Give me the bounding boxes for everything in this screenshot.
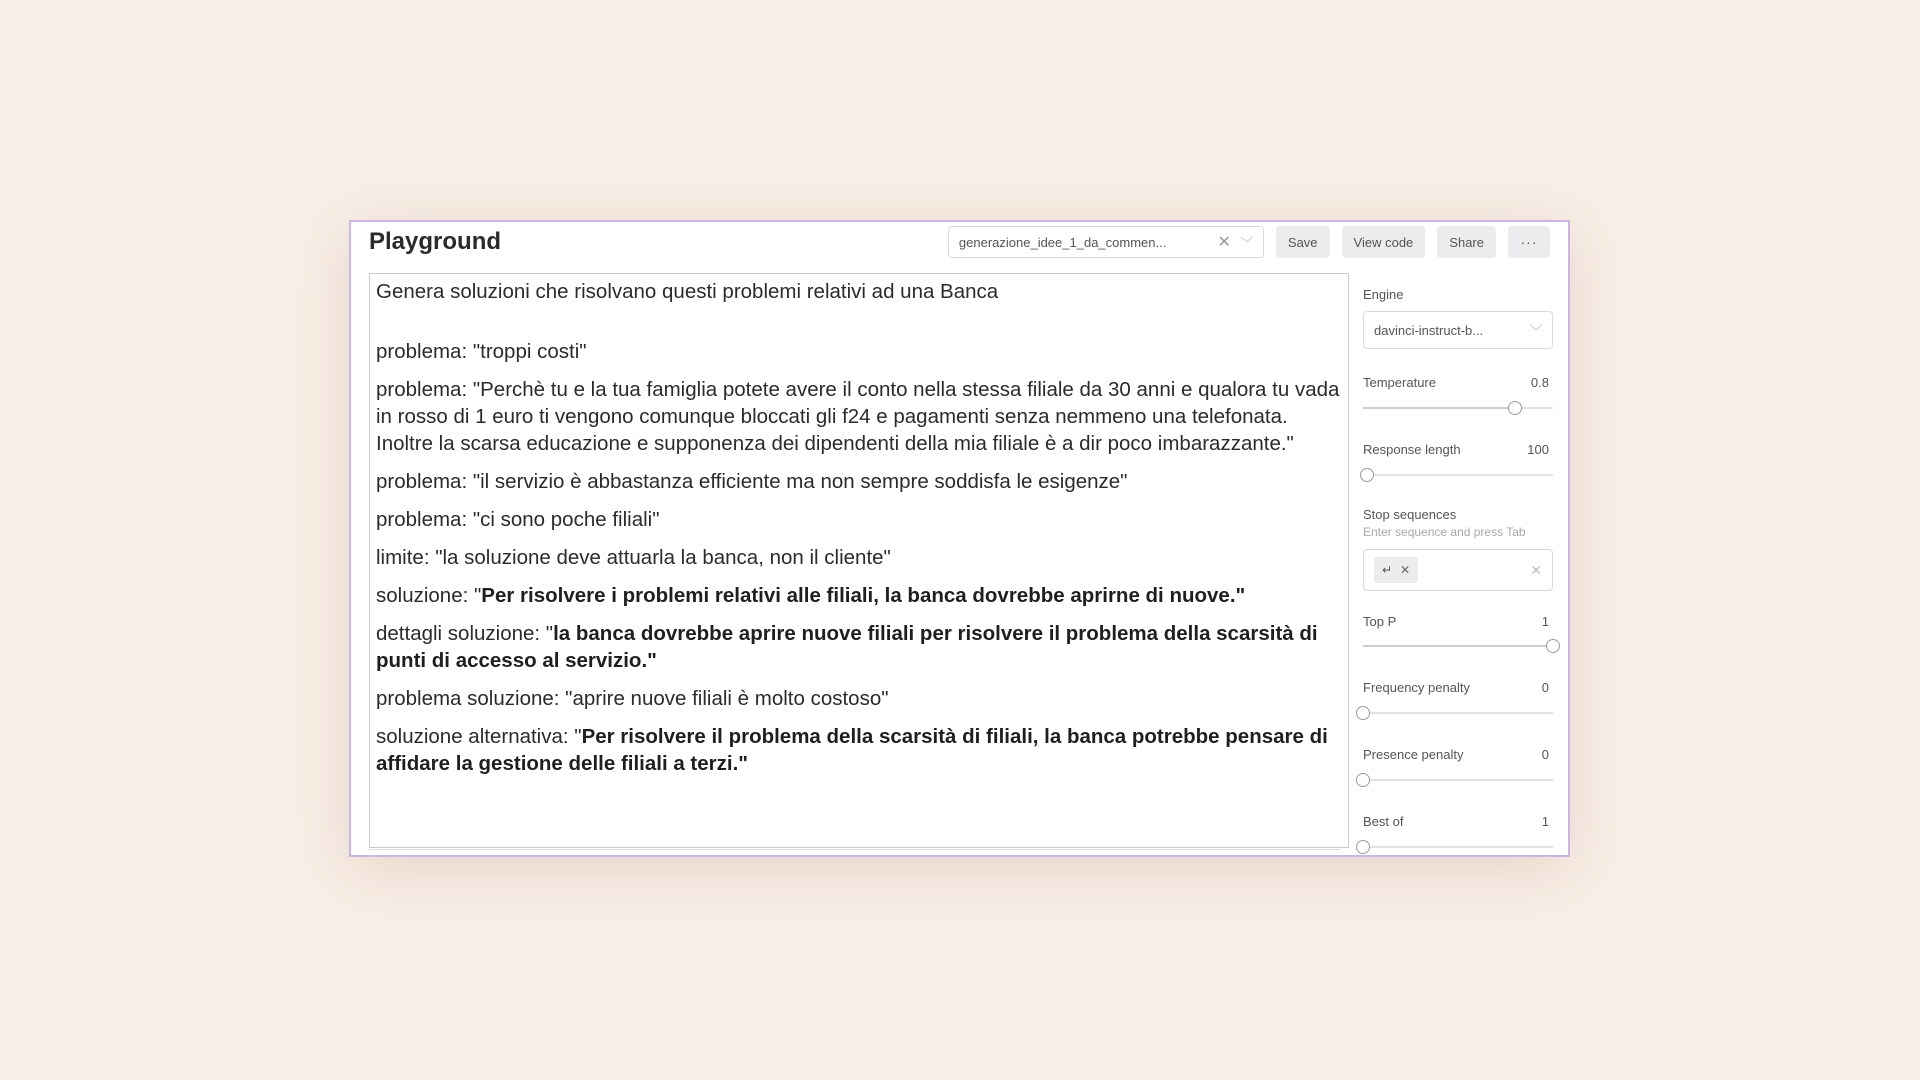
preset-name: generazione_idee_1_da_commen... [958, 234, 1167, 250]
frequency-penalty-value[interactable]: 0 [1541, 680, 1549, 695]
limit-line: limite: "la soluzione deve attuarla la banca, non il cliente" [376, 546, 891, 569]
response-length-value[interactable]: 100 [1527, 442, 1549, 457]
frequency-penalty-label: Frequency penalty [1363, 680, 1470, 695]
stop-sequences-input[interactable] [1363, 549, 1553, 591]
response-length-slider[interactable] [1363, 468, 1553, 482]
chevron-down-icon: ﹀ [1529, 323, 1542, 338]
prompt-intro: Genera soluzioni che risolvano questi problemi relativi ad una Banca [376, 280, 999, 303]
generated-alternative: Per risolvere il problema della scarsità di filiali, la banca potrebbe pensare di affidare la gestione delle filiali a terzi." [376, 725, 1328, 775]
stop-sequences-label: Stop sequences [1363, 507, 1457, 522]
response-length-label: Response length [1363, 442, 1461, 457]
top-p-value[interactable]: 1 [1541, 614, 1549, 629]
problem-line: problema: "ci sono poche filiali" [376, 508, 660, 531]
slider-thumb[interactable] [1356, 706, 1370, 720]
alternative-line [376, 723, 1342, 777]
toolbar [948, 226, 1550, 258]
best-of-slider[interactable] [1363, 840, 1553, 854]
more-options-button[interactable]: ··· [1508, 226, 1550, 258]
settings-panel [1363, 273, 1555, 855]
playground-window [349, 220, 1570, 857]
slider-thumb[interactable] [1546, 639, 1560, 653]
problem-line: problema: "il servizio è abbastanza efficiente ma non sempre soddisfa le esigenze" [376, 470, 1128, 493]
solution-prefix: soluzione: " [376, 584, 482, 607]
save-button[interactable]: Save [1276, 226, 1330, 258]
presence-penalty-label: Presence penalty [1363, 747, 1464, 762]
slider-thumb[interactable] [1356, 840, 1370, 854]
stop-sequence-chip [1374, 557, 1418, 583]
view-code-button[interactable]: View code [1342, 226, 1426, 258]
slider-thumb[interactable] [1508, 401, 1522, 415]
temperature-value[interactable]: 0.8 [1530, 375, 1549, 390]
best-of-label: Best of [1363, 814, 1404, 829]
temperature-slider[interactable] [1363, 401, 1553, 415]
slider-thumb[interactable] [1356, 773, 1370, 787]
problem-line: problema: "troppi costi" [376, 340, 587, 363]
return-key-icon: ↵ [1382, 563, 1393, 577]
share-button[interactable]: Share [1437, 226, 1496, 258]
alternative-prefix: soluzione alternativa: " [376, 725, 582, 748]
slider-thumb[interactable] [1360, 468, 1374, 482]
best-of-value[interactable]: 1 [1541, 814, 1549, 829]
generated-solution: Per risolvere i problemi relativi alle filiali, la banca dovrebbe aprirne di nuove." [481, 584, 1246, 607]
details-prefix: dettagli soluzione: " [376, 622, 554, 645]
presence-penalty-value[interactable]: 0 [1541, 747, 1549, 762]
frequency-penalty-slider[interactable] [1363, 706, 1553, 720]
chevron-down-icon[interactable]: ﹀ [1240, 235, 1253, 250]
page-title: Playground [369, 228, 502, 255]
top-p-label: Top P [1363, 614, 1397, 629]
stop-sequences-hint: Enter sequence and press Tab [1363, 525, 1526, 539]
clear-stop-sequences-icon[interactable]: ✕ [1530, 561, 1542, 578]
solution-problem-line: problema soluzione: "aprire nuove filiali è molto costoso" [376, 687, 889, 710]
remove-chip-icon[interactable]: ✕ [1400, 563, 1411, 577]
preset-select[interactable] [948, 226, 1264, 258]
engine-value: davinci-instruct-b... [1374, 322, 1484, 338]
temperature-label: Temperature [1363, 375, 1436, 390]
prompt-editor[interactable] [369, 273, 1349, 848]
generated-details: la banca dovrebbe aprire nuove filiali per risolvere il problema della scarsità di punti di accesso al servizio." [376, 622, 1318, 672]
details-line [376, 620, 1342, 674]
engine-select[interactable] [1363, 311, 1553, 349]
problem-line: problema: "Perchè tu e la tua famiglia potete avere il conto nella stessa filiale da 30 anni e qualora tu vada in rosso di 1 euro ti vengono comunque bloccati gli f24 e pagamenti senza nemmeno una telefonata. Inoltre la scarsa educazione e supponenza dei dipendenti della mia filiale è a dir poco imbarazzante." [376, 378, 1340, 455]
clear-preset-icon[interactable]: ✕ [1217, 234, 1231, 251]
engine-label: Engine [1363, 287, 1404, 302]
horizontal-scrollbar[interactable] [369, 849, 1341, 857]
presence-penalty-slider[interactable] [1363, 773, 1553, 787]
top-p-slider[interactable] [1363, 639, 1553, 653]
solution-line [376, 582, 1342, 609]
